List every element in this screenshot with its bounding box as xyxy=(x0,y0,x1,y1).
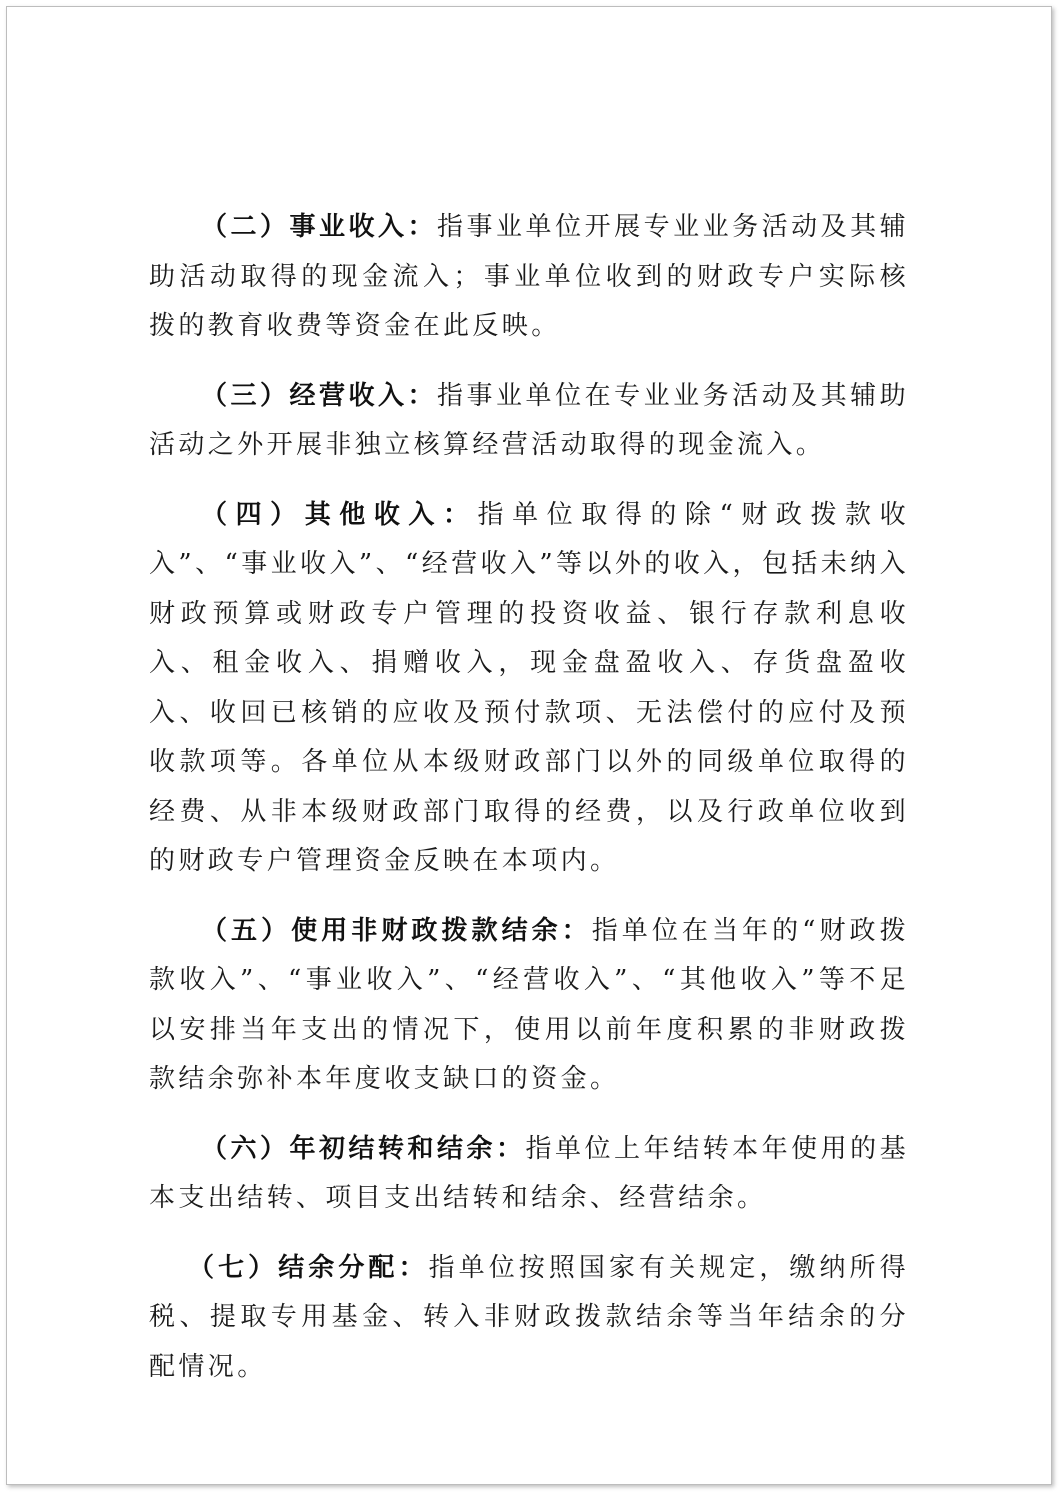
paragraph-text: 指事业单位开展专业业务活动及其辅助活动取得的现金流入；事业单位收到的财政专户实际核拨的教育收费等资金在此反映。 xyxy=(149,212,910,341)
paragraph-text: 指单位取得的除“财政拨款收入”、“事业收入”、“经营收入”等以外的收入，包括未纳入财政预算或财政专户管理的投资收益、银行存款利息收入、租金收入、捐赠收入，现金盘盈收入、存货盘盈收入、收回已核销的应收及预付款项、无法偿付的应付及预收款项等。各单位从本级财政部门以外的同级单位取得的经费、从非本级财政部门取得的经费，以及行政单位收到的财政专户管理资金反映在本项内。 xyxy=(149,499,910,876)
paragraph-business-income xyxy=(149,203,909,352)
paragraph-term: （五）使用非财政拨款结余： xyxy=(201,915,592,946)
document-page xyxy=(6,6,1052,1485)
paragraph-surplus-distribution xyxy=(149,1244,909,1393)
document-body xyxy=(149,203,909,1412)
paragraph-carryover-surplus xyxy=(149,1125,909,1224)
paragraph-term: （三）经营收入： xyxy=(201,380,438,411)
paragraph-term: （四）其他收入： xyxy=(201,499,478,530)
paragraph-text: 指事业单位在专业业务活动及其辅助活动之外开展非独立核算经营活动取得的现金流入。 xyxy=(149,380,910,460)
paragraph-text: 指单位在当年的“财政拨款收入”、“事业收入”、“经营收入”、“其他收入”等不足以安排当年支出的情况下，使用以前年度积累的非财政拨款结余弥补本年度收支缺口的资金。 xyxy=(149,915,909,1094)
paragraph-term: （七）结余分配： xyxy=(188,1252,429,1283)
paragraph-text: 指单位按照国家有关规定，缴纳所得税、提取专用基金、转入非财政拨款结余等当年结余的分配情况。 xyxy=(149,1252,910,1382)
paragraph-non-fiscal-surplus xyxy=(149,907,909,1105)
paragraph-other-income xyxy=(149,491,909,887)
paragraph-operating-income xyxy=(149,372,909,471)
paragraph-term: （二）事业收入： xyxy=(201,212,438,242)
paragraph-text: 指单位上年结转本年使用的基本支出结转、项目支出结转和结余、经营结余。 xyxy=(149,1133,909,1213)
paragraph-term: （六）年初结转和结余： xyxy=(201,1133,526,1164)
